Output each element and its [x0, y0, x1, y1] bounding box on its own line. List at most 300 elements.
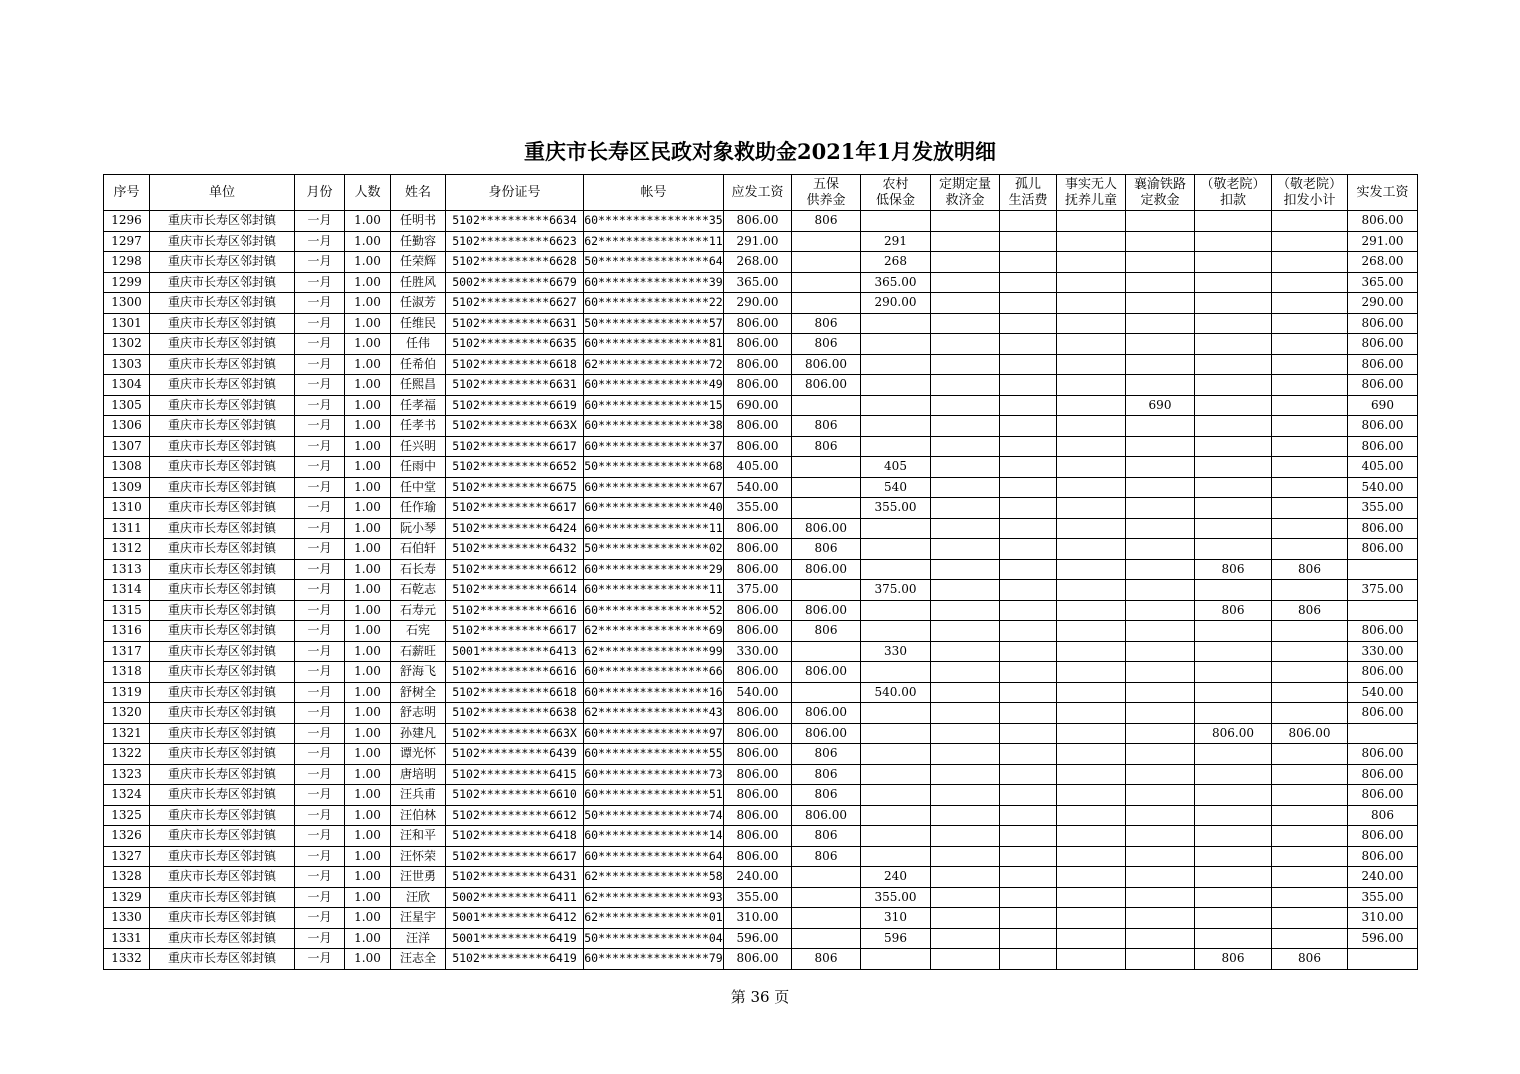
table-cell: 806.00	[792, 662, 861, 683]
table-cell	[1000, 785, 1057, 806]
table-cell: 重庆市长寿区邻封镇	[150, 846, 295, 867]
table-cell	[1000, 621, 1057, 642]
table-cell	[1057, 313, 1126, 334]
table-cell	[1195, 928, 1272, 949]
table-cell	[931, 395, 1000, 416]
table-row	[104, 211, 1418, 232]
table-cell	[1057, 539, 1126, 560]
column-header: 姓名	[391, 175, 446, 211]
table-cell: 任明书	[391, 211, 446, 232]
table-cell: 806	[792, 416, 861, 437]
table-cell: 806.00	[724, 313, 792, 334]
table-cell	[792, 293, 861, 314]
table-cell	[1195, 641, 1272, 662]
table-cell: 50****************02	[584, 539, 724, 560]
table-cell: 290.00	[1348, 293, 1418, 314]
table-cell	[792, 457, 861, 478]
table-cell: 1.00	[345, 477, 391, 498]
table-cell: 806.00	[724, 805, 792, 826]
table-cell	[1057, 764, 1126, 785]
table-cell: 石薪旺	[391, 641, 446, 662]
table-cell	[1195, 887, 1272, 908]
table-cell: 5102**********6638	[446, 703, 584, 724]
table-cell	[861, 662, 931, 683]
table-cell: 5102**********6614	[446, 580, 584, 601]
table-cell	[931, 621, 1000, 642]
table-cell: 1317	[104, 641, 150, 662]
table-cell	[1272, 764, 1348, 785]
table-row	[104, 559, 1418, 580]
table-cell	[1057, 559, 1126, 580]
table-cell: 310.00	[724, 908, 792, 929]
table-cell	[931, 416, 1000, 437]
table-cell: 365.00	[861, 272, 931, 293]
table-cell: 330.00	[724, 641, 792, 662]
table-cell: 重庆市长寿区邻封镇	[150, 723, 295, 744]
table-cell	[931, 867, 1000, 888]
table-cell: 重庆市长寿区邻封镇	[150, 662, 295, 683]
table-cell	[1126, 682, 1195, 703]
table-row	[104, 621, 1418, 642]
table-cell	[1057, 887, 1126, 908]
table-cell	[1057, 785, 1126, 806]
table-cell: 240.00	[1348, 867, 1418, 888]
column-header: 单位	[150, 175, 295, 211]
table-cell: 1318	[104, 662, 150, 683]
column-header: （敬老院） 扣发小计	[1272, 175, 1348, 211]
column-header: 孤儿 生活费	[1000, 175, 1057, 211]
table-cell	[1126, 539, 1195, 560]
table-row	[104, 457, 1418, 478]
table-cell	[861, 785, 931, 806]
table-cell	[1000, 518, 1057, 539]
table-cell: 1.00	[345, 436, 391, 457]
table-cell: 806	[792, 764, 861, 785]
table-cell	[1126, 457, 1195, 478]
table-cell	[931, 457, 1000, 478]
table-cell	[1272, 436, 1348, 457]
table-cell	[1000, 682, 1057, 703]
table-row	[104, 723, 1418, 744]
table-cell: 任孝福	[391, 395, 446, 416]
table-cell: 50****************68	[584, 457, 724, 478]
table-cell: 5102**********6675	[446, 477, 584, 498]
table-cell: 1.00	[345, 641, 391, 662]
table-cell: 汪世勇	[391, 867, 446, 888]
table-cell	[931, 600, 1000, 621]
table-cell: 重庆市长寿区邻封镇	[150, 395, 295, 416]
table-cell	[861, 846, 931, 867]
table-cell: 806	[792, 949, 861, 970]
table-cell: 291.00	[724, 231, 792, 252]
table-cell: 重庆市长寿区邻封镇	[150, 231, 295, 252]
table-cell	[1195, 477, 1272, 498]
table-cell	[1195, 293, 1272, 314]
table-cell	[1195, 662, 1272, 683]
table-cell: 1.00	[345, 723, 391, 744]
table-cell	[1195, 826, 1272, 847]
table-cell: 806.00	[724, 354, 792, 375]
table-cell	[861, 375, 931, 396]
table-cell: 365.00	[1348, 272, 1418, 293]
table-row	[104, 272, 1418, 293]
table-cell	[1000, 436, 1057, 457]
table-cell: 62****************99	[584, 641, 724, 662]
table-cell: 一月	[295, 723, 345, 744]
table-cell	[1272, 416, 1348, 437]
table-cell: 806	[792, 785, 861, 806]
table-cell	[931, 826, 1000, 847]
table-cell: 一月	[295, 457, 345, 478]
table-cell: 806.00	[1348, 764, 1418, 785]
table-cell: 1330	[104, 908, 150, 929]
table-cell	[861, 334, 931, 355]
table-row	[104, 600, 1418, 621]
table-header-row	[104, 175, 1418, 211]
table-cell: 任作瑜	[391, 498, 446, 519]
table-cell: 62****************69	[584, 621, 724, 642]
table-row	[104, 641, 1418, 662]
table-cell	[1126, 641, 1195, 662]
table-cell	[1195, 231, 1272, 252]
table-cell: 60****************35	[584, 211, 724, 232]
table-cell	[1272, 498, 1348, 519]
table-row	[104, 375, 1418, 396]
table-cell	[1126, 518, 1195, 539]
table-cell: 310.00	[1348, 908, 1418, 929]
table-cell	[1000, 887, 1057, 908]
table-cell	[1195, 785, 1272, 806]
table-cell: 1.00	[345, 785, 391, 806]
table-cell: 1.00	[345, 764, 391, 785]
table-cell	[1126, 559, 1195, 580]
column-header: 序号	[104, 175, 150, 211]
table-cell	[1126, 887, 1195, 908]
table-cell	[1272, 682, 1348, 703]
table-cell	[1000, 600, 1057, 621]
table-cell: 1.00	[345, 354, 391, 375]
table-cell	[1195, 272, 1272, 293]
table-cell: 重庆市长寿区邻封镇	[150, 621, 295, 642]
table-cell: 5102**********6616	[446, 600, 584, 621]
table-cell: 1323	[104, 764, 150, 785]
table-cell: 806.00	[724, 518, 792, 539]
table-cell	[1195, 395, 1272, 416]
table-cell: 1327	[104, 846, 150, 867]
table-row	[104, 518, 1418, 539]
table-row	[104, 949, 1418, 970]
table-cell: 806.00	[724, 334, 792, 355]
table-cell	[861, 949, 931, 970]
table-cell: 806.00	[1348, 416, 1418, 437]
table-cell	[792, 580, 861, 601]
table-cell: 60****************66	[584, 662, 724, 683]
table-cell: 1.00	[345, 580, 391, 601]
table-cell	[931, 785, 1000, 806]
table-row	[104, 354, 1418, 375]
table-cell	[1057, 211, 1126, 232]
table-cell: 806	[792, 744, 861, 765]
table-cell	[931, 949, 1000, 970]
table-cell: 1.00	[345, 846, 391, 867]
table-cell: 5102**********6617	[446, 498, 584, 519]
table-row	[104, 682, 1418, 703]
table-cell: 60****************52	[584, 600, 724, 621]
table-cell	[1195, 313, 1272, 334]
table-cell	[1057, 908, 1126, 929]
table-row	[104, 846, 1418, 867]
table-cell: 5102**********6631	[446, 313, 584, 334]
table-cell	[1126, 867, 1195, 888]
table-cell	[931, 211, 1000, 232]
table-cell: 355.00	[861, 887, 931, 908]
table-cell: 1298	[104, 252, 150, 273]
table-cell: 50****************74	[584, 805, 724, 826]
table-cell	[1272, 805, 1348, 826]
table-cell: 62****************72	[584, 354, 724, 375]
table-cell: 806.00	[792, 723, 861, 744]
table-cell: 596.00	[724, 928, 792, 949]
table-cell: 806.00	[792, 600, 861, 621]
table-cell	[1057, 354, 1126, 375]
table-cell	[1126, 723, 1195, 744]
table-row	[104, 436, 1418, 457]
table-cell: 5102**********663X	[446, 723, 584, 744]
table-cell: 806	[792, 436, 861, 457]
table-cell	[1272, 744, 1348, 765]
table-cell	[1272, 826, 1348, 847]
table-cell: 806	[792, 334, 861, 355]
table-cell: 重庆市长寿区邻封镇	[150, 826, 295, 847]
table-cell: 806	[792, 313, 861, 334]
table-cell	[931, 928, 1000, 949]
table-cell	[931, 334, 1000, 355]
table-cell: 375.00	[1348, 580, 1418, 601]
table-cell	[861, 559, 931, 580]
table-cell: 62****************01	[584, 908, 724, 929]
table-cell	[931, 703, 1000, 724]
table-cell: 一月	[295, 682, 345, 703]
table-cell: 一月	[295, 416, 345, 437]
table-cell: 62****************93	[584, 887, 724, 908]
table-cell: 5102**********6424	[446, 518, 584, 539]
table-cell	[1348, 949, 1418, 970]
table-cell: 一月	[295, 621, 345, 642]
table-cell: 1.00	[345, 272, 391, 293]
table-cell	[1126, 785, 1195, 806]
table-cell	[792, 395, 861, 416]
table-cell: 1299	[104, 272, 150, 293]
table-cell: 汪欣	[391, 887, 446, 908]
table-cell: 806.00	[1195, 723, 1272, 744]
table-cell: 1316	[104, 621, 150, 642]
table-cell: 1.00	[345, 949, 391, 970]
table-cell: 重庆市长寿区邻封镇	[150, 252, 295, 273]
table-cell	[1126, 293, 1195, 314]
table-cell	[1272, 375, 1348, 396]
table-cell	[931, 252, 1000, 273]
table-cell: 806.00	[1348, 846, 1418, 867]
table-cell: 重庆市长寿区邻封镇	[150, 949, 295, 970]
table-cell: 1.00	[345, 908, 391, 929]
table-cell: 690	[1126, 395, 1195, 416]
table-cell: 291.00	[1348, 231, 1418, 252]
table-cell: 806.00	[724, 744, 792, 765]
table-cell: 一月	[295, 641, 345, 662]
table-cell: 1319	[104, 682, 150, 703]
table-row	[104, 539, 1418, 560]
table-cell	[1126, 477, 1195, 498]
table-cell	[1000, 928, 1057, 949]
table-cell: 806.00	[724, 703, 792, 724]
table-cell: 1.00	[345, 826, 391, 847]
table-cell: 60****************15	[584, 395, 724, 416]
table-cell: 60****************29	[584, 559, 724, 580]
table-cell	[1057, 600, 1126, 621]
table-cell	[931, 354, 1000, 375]
table-cell	[1272, 908, 1348, 929]
table-cell	[1272, 211, 1348, 232]
table-cell	[1057, 805, 1126, 826]
table-cell: 一月	[295, 518, 345, 539]
table-cell: 60****************38	[584, 416, 724, 437]
table-cell	[931, 313, 1000, 334]
table-cell	[1000, 723, 1057, 744]
table-cell	[1000, 559, 1057, 580]
table-cell	[1057, 416, 1126, 437]
table-cell	[1126, 231, 1195, 252]
column-header: （敬老院） 扣款	[1195, 175, 1272, 211]
table-cell: 舒树全	[391, 682, 446, 703]
table-cell: 60****************16	[584, 682, 724, 703]
table-cell	[1195, 252, 1272, 273]
table-cell: 重庆市长寿区邻封镇	[150, 211, 295, 232]
table-cell: 1.00	[345, 518, 391, 539]
table-cell: 汪志全	[391, 949, 446, 970]
table-cell	[1272, 477, 1348, 498]
table-cell: 一月	[295, 826, 345, 847]
table-cell	[1057, 272, 1126, 293]
table-cell	[1000, 744, 1057, 765]
table-cell: 一月	[295, 436, 345, 457]
table-cell	[1126, 600, 1195, 621]
table-cell: 重庆市长寿区邻封镇	[150, 600, 295, 621]
payment-table	[103, 174, 1418, 970]
table-cell: 806	[1272, 559, 1348, 580]
table-row	[104, 826, 1418, 847]
table-cell	[1057, 518, 1126, 539]
table-cell: 一月	[295, 805, 345, 826]
table-cell	[1195, 436, 1272, 457]
table-cell	[861, 436, 931, 457]
table-cell: 孙建凡	[391, 723, 446, 744]
table-cell	[1195, 744, 1272, 765]
table-cell: 一月	[295, 908, 345, 929]
table-cell: 5102**********6618	[446, 354, 584, 375]
table-cell: 5102**********6617	[446, 621, 584, 642]
table-cell: 5102**********6623	[446, 231, 584, 252]
table-cell: 1.00	[345, 252, 391, 273]
table-cell: 1325	[104, 805, 150, 826]
table-cell: 240.00	[724, 867, 792, 888]
table-cell	[861, 805, 931, 826]
table-cell	[1195, 518, 1272, 539]
table-cell: 1.00	[345, 559, 391, 580]
table-cell: 重庆市长寿区邻封镇	[150, 580, 295, 601]
table-cell: 1.00	[345, 395, 391, 416]
table-cell	[861, 313, 931, 334]
table-cell: 365.00	[724, 272, 792, 293]
table-cell: 一月	[295, 395, 345, 416]
table-cell: 1297	[104, 231, 150, 252]
table-cell	[1057, 641, 1126, 662]
table-cell: 60****************39	[584, 272, 724, 293]
table-cell: 5102**********6419	[446, 949, 584, 970]
table-cell: 一月	[295, 949, 345, 970]
table-row	[104, 764, 1418, 785]
table-cell	[1000, 580, 1057, 601]
table-cell: 60****************79	[584, 949, 724, 970]
table-cell: 重庆市长寿区邻封镇	[150, 805, 295, 826]
table-cell	[1126, 498, 1195, 519]
table-cell: 1.00	[345, 928, 391, 949]
table-cell	[1272, 457, 1348, 478]
table-cell: 一月	[295, 887, 345, 908]
table-row	[104, 887, 1418, 908]
table-cell	[1272, 518, 1348, 539]
table-cell	[1057, 293, 1126, 314]
table-cell: 重庆市长寿区邻封镇	[150, 436, 295, 457]
table-cell	[861, 764, 931, 785]
column-header: 农村 低保金	[861, 175, 931, 211]
table-cell: 806	[1272, 600, 1348, 621]
table-cell: 一月	[295, 375, 345, 396]
table-cell: 268.00	[724, 252, 792, 273]
table-cell: 1329	[104, 887, 150, 908]
table-cell	[1195, 211, 1272, 232]
table-cell	[1272, 313, 1348, 334]
table-cell: 330.00	[1348, 641, 1418, 662]
table-cell	[1272, 887, 1348, 908]
table-cell	[1000, 764, 1057, 785]
table-cell	[792, 477, 861, 498]
table-cell: 汪兵甫	[391, 785, 446, 806]
table-cell	[1272, 662, 1348, 683]
table-cell: 任荣辉	[391, 252, 446, 273]
table-cell: 任胜风	[391, 272, 446, 293]
table-cell	[1057, 334, 1126, 355]
table-cell: 舒志明	[391, 703, 446, 724]
document-title: 重庆市长寿区民政对象救助金2021年1月发放明细	[523, 139, 997, 164]
table-cell: 一月	[295, 498, 345, 519]
table-row	[104, 785, 1418, 806]
table-cell: 60****************51	[584, 785, 724, 806]
table-cell: 806.00	[792, 703, 861, 724]
table-cell	[861, 621, 931, 642]
table-cell	[1126, 252, 1195, 273]
table-cell	[1000, 846, 1057, 867]
table-cell	[1000, 252, 1057, 273]
table-cell: 62****************58	[584, 867, 724, 888]
table-cell	[1195, 354, 1272, 375]
table-cell	[1000, 231, 1057, 252]
column-header: 月份	[295, 175, 345, 211]
table-cell: 1308	[104, 457, 150, 478]
table-cell: 1311	[104, 518, 150, 539]
table-cell: 汪和平	[391, 826, 446, 847]
table-cell	[1195, 682, 1272, 703]
table-cell: 1328	[104, 867, 150, 888]
